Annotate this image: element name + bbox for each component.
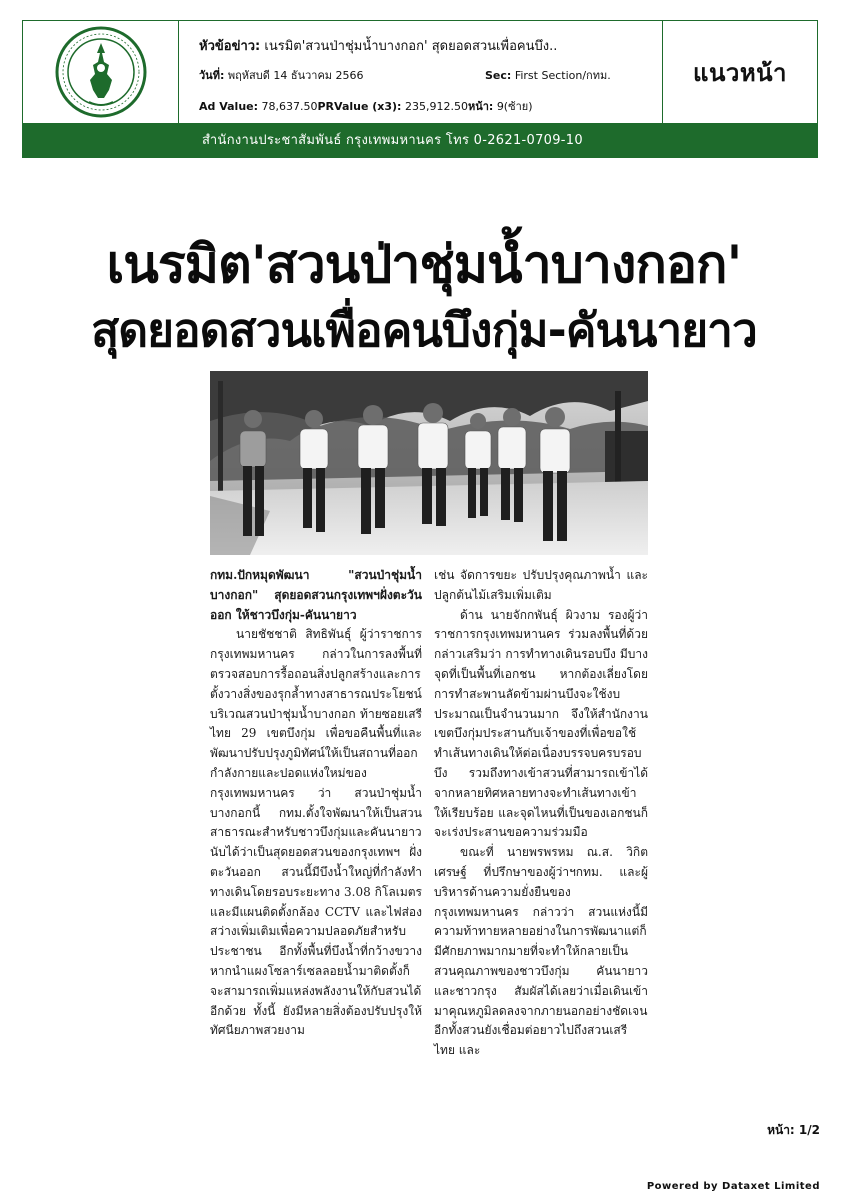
headline-meta	[199, 35, 662, 56]
article-photo	[210, 371, 648, 555]
page-label: หน้า:	[467, 100, 494, 113]
header-box	[22, 20, 818, 124]
article-paragraph: ขณะที่ นายพรพรหม ณ.ส. วิกิตเศรษฐ์ ที่ปรึกษาของผู้ว่าฯกทม. และผู้บริหารด้านความยั่งยืนของกรุงเทพมหานคร กล่าวว่า สวนแห่งนี้มีความท้าทายหลายอย่างในการพัฒนาแต่ก็มีศักยภาพมากมายที่จะทำให้กลายเป็นสวนคุณภาพของชาวบึงกุ่ม คันนายาว และชาวกรุง สัมผัสได้เลยว่าเมื่อเดินเข้ามาคุณหภูมิลดลงจากภายนอกอย่างชัดเจน อีกทั้งสวนยังเชื่อมต่อยาวไปถึงสวนเสรีไทย และ	[434, 845, 648, 1058]
article-paragraph: เช่น จัดการขยะ ปรับปรุงคุณภาพน้ำ และปลูกต้นไม้เสริมเพิ่มเติม	[434, 568, 648, 602]
group-walking-photo	[210, 371, 648, 555]
section-cell	[663, 21, 817, 123]
article-paragraph: ด้าน นายจักกพันธุ์ ผิวงาม รองผู้ว่าราชการกรุงเทพมหานคร ร่วมลงพื้นที่ด้วย กล่าวเสริมว่า การทำทางเดินรอบบึง มีบางจุดที่เป็นพื้นที่เอกชน หากต้องเลี่ยงโดยการทำสะพานลัดข้ามผ่านบึงจะใช้งบประมาณเป็นจำนวนมาก จึงให้สำนักงานเขตบึงกุ่มประสานกับเจ้าของที่เพื่อขอใช้ทำเส้นทางเดินให้ต่อเนื่องบรรจบครบรอบบึง รวมถึงทางเข้าสวนที่สามารถเข้าได้จากหลายทิศหลายทางจะทำเส้นทางเข้าให้เรียบร้อย และจุดไหนที่เป็นของเอกชนก็จะเร่งประสานขอความร่วมมือ	[434, 607, 648, 840]
page-indicator: หน้า: 1/2	[767, 1123, 820, 1137]
bangkok-metropolitan-seal-icon	[55, 26, 147, 118]
value-row	[199, 97, 662, 115]
title-value: เนรมิต'สวนป่าชุ่มน้ำบางกอก' สุดยอดสวนเพื่อคนบึง..	[264, 39, 558, 54]
newspaper-name: แนวหน้า	[692, 58, 788, 87]
article-column-1	[210, 566, 422, 1041]
page-value: 9(ซ้าย)	[496, 100, 533, 113]
headline-line-1: เนรมิต'สวนป่าชุ่มน้ำบางกอก'	[106, 235, 742, 295]
ad-label: Ad Value:	[199, 100, 259, 113]
article-lead: กทม.ปักหมุดพัฒนา "สวนป่าชุ่มน้ำบางกอก" สุดยอดสวนกรุงเทพฯฝั่งตะวันออก ให้ชาวบึงกุ่ม-คันนายาว	[210, 568, 422, 622]
logo-cell	[23, 21, 179, 123]
powered-by: Powered by Dataxet Limited	[646, 1181, 820, 1192]
pr-office-bar	[22, 124, 818, 158]
title-label: หัวข้อข่าว:	[199, 39, 261, 54]
meta-cell	[179, 21, 663, 123]
ad-value: 78,637.50	[261, 100, 318, 113]
date-field: วันที่: พฤหัสบดี 14 ธันวาคม 2566	[199, 69, 364, 82]
date-sec-row	[199, 66, 662, 82]
pr-office-text: สำนักงานประชาสัมพันธ์ กรุงเทพมหานคร โทร 0-2621-0709-10	[202, 133, 583, 148]
headline-line-2: สุดยอดสวนเพื่อคนบึงกุ่ม-คันนายาว	[91, 303, 757, 357]
article-column-2	[434, 566, 648, 1061]
pr-label: PRValue (x3):	[317, 100, 402, 113]
pr-value: 235,912.50	[404, 100, 468, 113]
sec-field: Sec: First Section/กทม.	[485, 69, 611, 82]
article-paragraph: นายชัชชาติ สิทธิพันธุ์ ผู้ว่าราชการกรุงเทพมหานคร กล่าวในการลงพื้นที่ตรวจสอบการรื้อถอนสิ่งปลูกสร้างและการตั้งวางสิ่งของรุกล้ำทางสาธารณประโยชน์ บริเวณสวนป่าชุ่มน้ำบางกอก ท้ายซอยเสรีไทย 29 เขตบึงกุ่ม เพื่อขอคืนพื้นที่และพัฒนาปรับปรุงภูมิทัศน์ให้เป็นสถานที่ออกกำลังกายและปอดแห่งใหม่ของกรุงเทพมหานคร ว่า สวนป่าชุ่มน้ำบางกอกนี้ กทม.ตั้งใจพัฒนาให้เป็นสวนสาธารณะสำหรับชาวบึงกุ่มและคันนายาว นับได้ว่าเป็นสุดยอดสวนของกรุงเทพฯ ฝั่งตะวันออก สวนนี้มีบึงน้ำใหญ่ที่กำลังทำทางเดินโดยรอบระยะทาง 3.08 กิโลเมตร และมีแผนติดตั้งกล้อง CCTV และไฟส่องสว่างเพิ่มเติมเพื่อความปลอดภัยสำหรับประชาชน อีกทั้งพื้นที่บึงน้ำที่กว้างขวาง หากนำแผงโซลาร์เซลลอยน้ำมาติดตั้งก็จะสามารถเพิ่มแหล่งพลังงานให้กับสวนได้อีกด้วย ทั้งนี้ ยังมีหลายสิ่งต้องปรับปรุงให้ทัศนียภาพสวยงาม	[210, 627, 422, 1038]
